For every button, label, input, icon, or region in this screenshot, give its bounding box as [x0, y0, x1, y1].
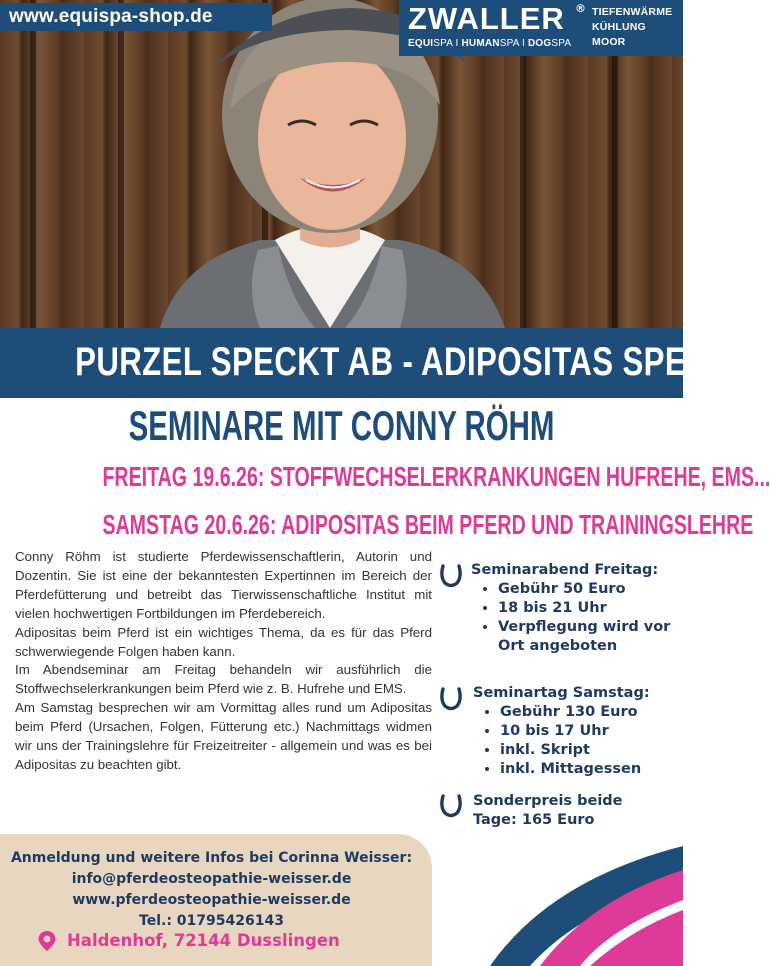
list-item: • inkl. Skript: [500, 741, 683, 760]
title-banner: [0, 328, 757, 398]
decorative-swoosh: [470, 840, 683, 966]
logo-registered-mark: ®: [575, 2, 586, 15]
contact-email[interactable]: info@pferdeosteopathie-weisser.de: [71, 871, 352, 887]
logo-subline: EQUISPA I HUMANSPA I DOGSPA: [408, 38, 572, 49]
paragraph: Am Samstag besprechen wir am Vormittag alles rund um Adipositas beim Pferd (Ursachen, Folgen, Fütterung etc.) Nachmittags widmen wir uns der Trainingslehre für Freizeitreiter - allgemein und was es bei Adipositas zu beachten gibt.: [15, 700, 432, 772]
zwaller-logo: [399, 0, 683, 56]
paragraph: Conny Röhm ist studierte Pferdewissenschaftlerin, Autorin und Dozentin. Sie ist eine der bekanntesten Expertinnen im Bereich der Pferdefütterung und betreibt das Tierwissenschaftliche Institut mit vielen hochwertigen Fortbildungen im Pferdebereich.: [15, 549, 432, 621]
date-friday: FREITAG 19.6.26: STOFFWECHSELERKRANKUNGEN HUFREHE, EMS...: [102, 461, 770, 492]
friday-info: [471, 561, 683, 656]
list-item: • Verpflegung wird vor Ort angeboten: [498, 618, 683, 656]
saturday-info: [473, 684, 683, 779]
contact-phone[interactable]: Tel.: 01795426143: [139, 913, 284, 929]
contact-website[interactable]: www.pferdeosteopathie-weisser.de: [72, 892, 351, 908]
list-item: • 10 bis 17 Uhr: [500, 722, 683, 741]
logo-name: ZWALLER: [408, 1, 565, 36]
special-price: Sonderpreis beide Tage: 165 Euro: [473, 793, 623, 828]
list-item: • inkl. Mittagessen: [500, 760, 683, 779]
friday-heading: Seminarabend Freitag:: [471, 562, 659, 578]
list-item: • Gebühr 50 Euro: [498, 580, 683, 599]
website-badge[interactable]: www.equispa-shop.de: [0, 3, 272, 31]
saturday-heading: Seminartag Samstag:: [473, 685, 650, 701]
logo-tagline: TIEFENWÄRME KÜHLUNG MOOR: [592, 6, 673, 48]
location-pin-icon: [37, 930, 57, 952]
horseshoe-icon: [439, 793, 463, 817]
address: Haldenhof, 72144 Dusslingen: [67, 931, 340, 950]
contact-heading: Anmeldung und weitere Infos bei Corinna Weisser:: [10, 850, 413, 866]
list-item: • 18 bis 21 Uhr: [498, 599, 683, 618]
horseshoe-icon: [439, 563, 463, 587]
paragraph: Im Abendseminar am Freitag behandeln wir ausführlich die Stoffwechselerkrankungen beim Pferd wie z. B. Hufrehe und EMS.: [15, 662, 432, 697]
seminar-subtitle: SEMINARE MIT CONNY RÖHM: [128, 402, 555, 449]
date-saturday: SAMSTAG 20.6.26: ADIPOSITAS BEIM PFERD UND TRAININGSLEHRE: [102, 509, 754, 540]
list-item: • Gebühr 130 Euro: [500, 703, 683, 722]
description-text: [15, 548, 432, 775]
paragraph: Adipositas beim Pferd ist ein wichtiges Thema, da es für das Pferd schwerwiegende Folgen haben kann.: [15, 624, 432, 659]
horseshoe-icon: [439, 686, 463, 710]
page-title: PURZEL SPECKT AB - ADIPOSITAS SPEZIAL: [75, 340, 757, 384]
